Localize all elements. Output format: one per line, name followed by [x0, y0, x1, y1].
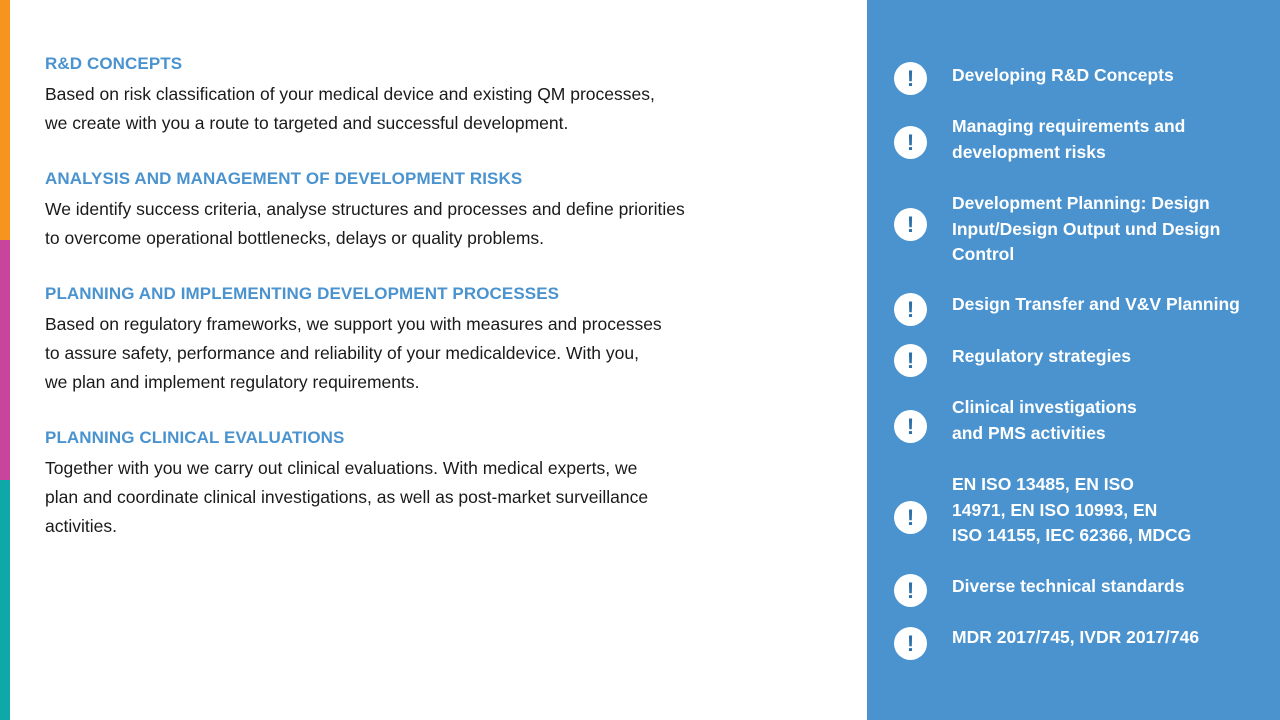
section-body: We identify success criteria, analyse structures and processes and define priorities to overcome operational bottlenecks, delays or quality problems.: [45, 199, 685, 248]
list-item-label: EN ISO 13485, EN ISO 14971, EN ISO 10993, EN ISO 14155, IEC 62366, MDCG: [952, 474, 1192, 545]
section-development-processes: [45, 282, 825, 426]
section-clinical-evaluations: [45, 426, 825, 541]
exclamation-icon: !: [894, 208, 927, 241]
section-title: PLANNING CLINICAL EVALUATIONS: [45, 428, 345, 447]
exclamation-icon: !: [894, 126, 927, 159]
list-item-label: Developing R&D Concepts: [952, 65, 1174, 85]
section-rd-concepts: [45, 52, 825, 167]
list-item-label: MDR 2017/745, IVDR 2017/746: [952, 627, 1200, 647]
section-title: PLANNING AND IMPLEMENTING DEVELOPMENT PROCESSES: [45, 284, 560, 303]
section-title: R&D CONCEPTS: [45, 54, 183, 73]
accent-stripe-orange: [0, 0, 10, 240]
key-topics-panel: [867, 0, 1280, 720]
exclamation-icon: !: [894, 62, 927, 95]
exclamation-icon: !: [894, 344, 927, 377]
section-body: Based on risk classification of your medical device and existing QM processes, we create with you a route to targeted and successful development.: [45, 84, 655, 133]
exclamation-icon: !: [894, 501, 927, 534]
exclamation-icon: !: [894, 574, 927, 607]
list-item-label: Managing requirements and development risks: [952, 116, 1186, 162]
list-item-label: Design Transfer and V&V Planning: [952, 294, 1240, 314]
list-item-label: Regulatory strategies: [952, 346, 1131, 366]
accent-stripe-teal: [0, 480, 10, 720]
section-title: ANALYSIS AND MANAGEMENT OF DEVELOPMENT RISKS: [45, 169, 523, 188]
exclamation-icon: !: [894, 627, 927, 660]
exclamation-icon: !: [894, 410, 927, 443]
accent-stripe-magenta: [0, 240, 10, 480]
section-body: Based on regulatory frameworks, we support you with measures and processes to assure safety, performance and reliability of your medicaldevice. With you, we plan and implement regulatory requirements.: [45, 314, 662, 392]
exclamation-icon: !: [894, 293, 927, 326]
list-item-label: Clinical investigations and PMS activities: [952, 397, 1137, 443]
list-item-label: Diverse technical standards: [952, 576, 1185, 596]
list-item-label: Development Planning: Design Input/Design Output und Design Control: [952, 193, 1221, 264]
section-body: Together with you we carry out clinical evaluations. With medical experts, we plan and coordinate clinical investigations, as well as post-market surveillance activities.: [45, 458, 649, 536]
services-content: [45, 52, 825, 541]
section-development-risks: [45, 167, 825, 282]
